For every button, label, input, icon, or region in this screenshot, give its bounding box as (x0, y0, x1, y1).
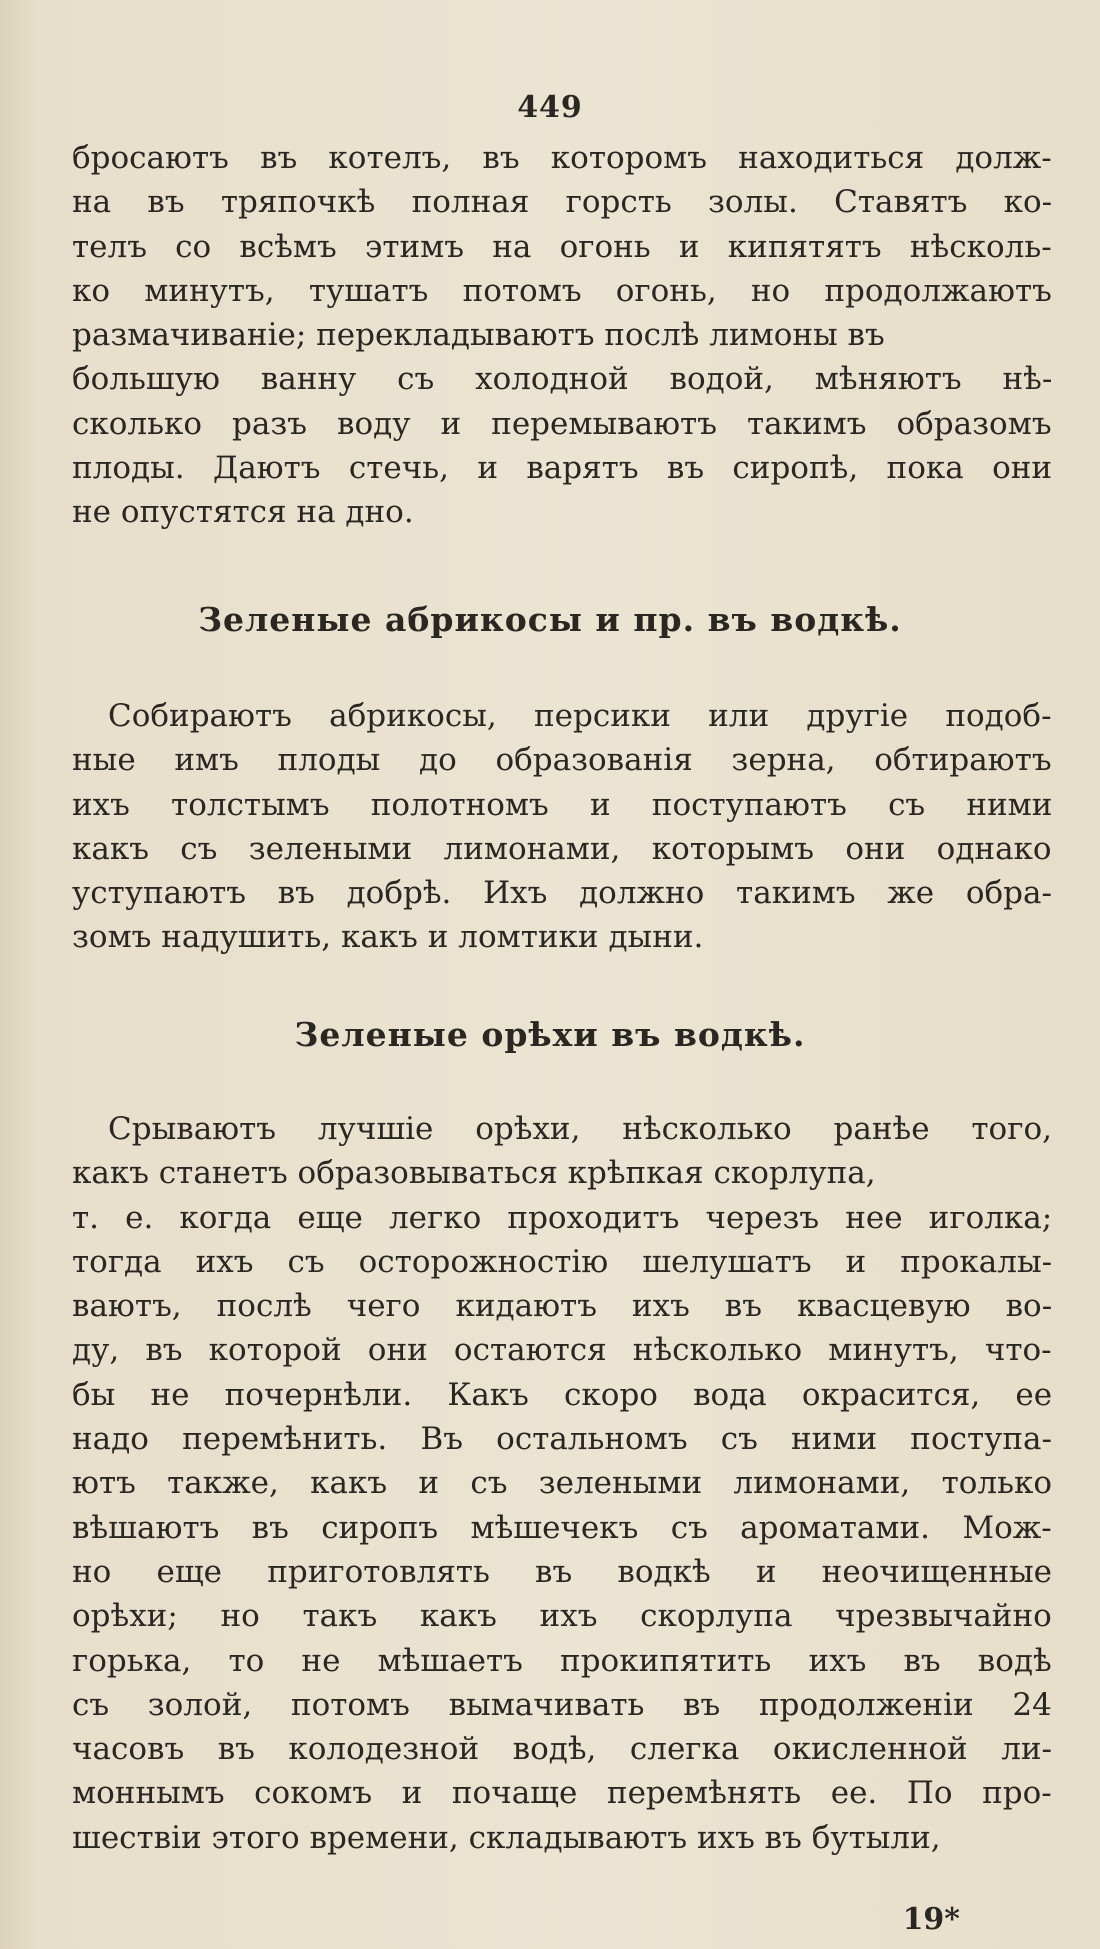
text-line: ко минутъ, тушатъ потомъ огонь, но продолжаютъ (72, 272, 1052, 309)
text-line: ютъ также, какъ и съ зелеными лимонами, только (72, 1465, 1052, 1502)
text-line: какъ съ зелеными лимонами, которымъ они однако (72, 830, 1052, 867)
paragraph-lemons-continued (72, 136, 1052, 535)
text-line: ду, въ которой они остаются нѣсколько минутъ, что- (72, 1332, 1052, 1369)
text-line: т. е. когда еще легко проходитъ черезъ нее иголка; (72, 1199, 1053, 1236)
text-line: зомъ надушить, какъ и ломтики дыни. (72, 919, 704, 956)
text-line: моннымъ сокомъ и почаще перемѣнять ее. По про- (72, 1775, 1052, 1812)
text-line: большую ванну съ холодной водой, мѣняютъ нѣ- (72, 361, 1053, 398)
text-line: сколько разъ воду и перемываютъ такимъ образомъ (72, 405, 1052, 442)
heading-green-apricots: Зеленые абрикосы и пр. въ водкѣ. (198, 600, 902, 639)
text-line: ные имъ плоды до образованія зерна, обтираютъ (72, 742, 1052, 779)
text-line: горька, то не мѣшаетъ прокипятить ихъ въ водѣ (72, 1642, 1052, 1679)
printer-signature: 19* (902, 1902, 960, 1937)
text-line: но еще приготовлять въ водкѣ и неочищенные (72, 1553, 1053, 1590)
text-line: надо перемѣнить. Въ остальномъ съ ними поступа- (72, 1421, 1052, 1458)
text-line: какъ станетъ образовываться крѣпкая скорлупа, (72, 1155, 876, 1192)
text-line: Срываютъ лучшіе орѣхи, нѣсколько ранѣе того, (108, 1111, 1052, 1147)
paragraph-green-walnuts (72, 1107, 1052, 1860)
paragraph-green-apricots (72, 694, 1052, 960)
text-line: на въ тряпочкѣ полная горсть золы. Ставятъ ко- (72, 184, 1053, 221)
text-line: плоды. Даютъ стечь, и варятъ въ сиропѣ, пока они (72, 450, 1053, 487)
text-line: не опустятся на дно. (72, 494, 414, 531)
text-line: Собираютъ абрикосы, персики или другіе подоб- (108, 698, 1052, 734)
text-line: ваютъ, послѣ чего кидаютъ ихъ въ квасцевую во- (72, 1288, 1053, 1325)
text-line: уступаютъ въ добрѣ. Ихъ должно такимъ же обра- (72, 875, 1052, 912)
text-line: бы не почернѣли. Какъ скоро вода окрасится, ее (72, 1376, 1053, 1413)
text-line: ихъ толстымъ полотномъ и поступаютъ съ ними (72, 786, 1053, 823)
text-line: орѣхи; но такъ какъ ихъ скорлупа чрезвычайно (72, 1598, 1052, 1635)
page-number: 449 (517, 90, 583, 125)
heading-green-walnuts: Зеленые орѣхи въ водкѣ. (294, 1015, 806, 1054)
text-line: вѣшаютъ въ сиропъ мѣшечекъ съ ароматами. Мож- (72, 1509, 1052, 1546)
text-line: размачиваніе; перекладываютъ послѣ лимоны въ (72, 317, 885, 354)
text-line: часовъ въ колодезной водѣ, слегка окисленной ли- (72, 1731, 1053, 1768)
text-line: телъ со всѣмъ этимъ на огонь и кипятятъ нѣсколь- (72, 228, 1052, 265)
text-line: тогда ихъ съ осторожностію шелушатъ и прокалы- (72, 1243, 1053, 1280)
text-line: съ золой, потомъ вымачивать въ продолженіи 24 (72, 1686, 1052, 1723)
text-line: шествіи этого времени, складываютъ ихъ въ бутыли, (72, 1819, 941, 1856)
text-line: бросаютъ въ котелъ, въ которомъ находиться долж- (72, 140, 1052, 176)
